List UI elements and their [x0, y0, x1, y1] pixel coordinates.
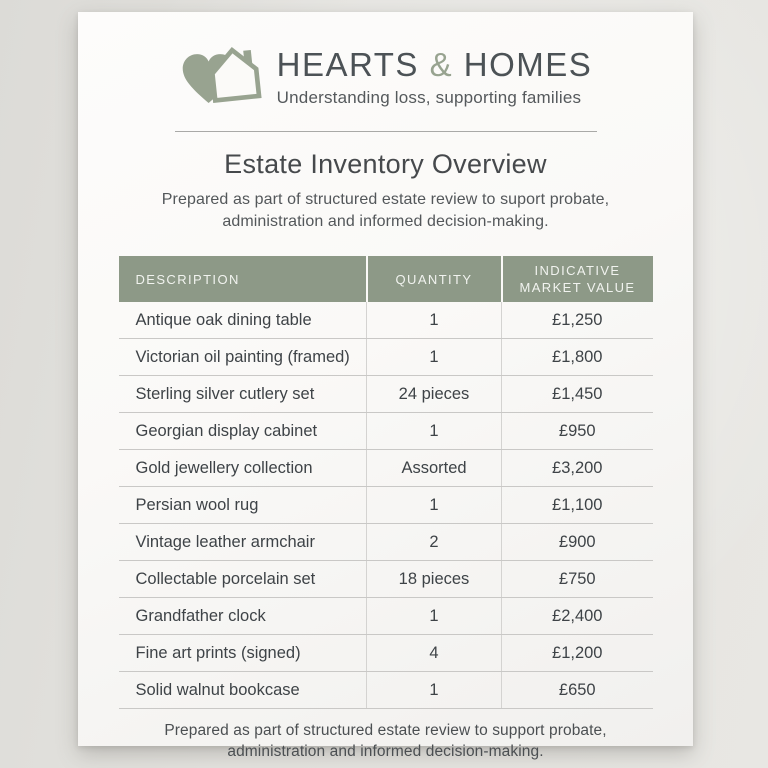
cell-description: Gold jewellery collection [119, 450, 367, 487]
cell-quantity: 24 pieces [367, 376, 502, 413]
header-quantity: QUANTITY [367, 256, 502, 302]
cell-market-value: £650 [502, 672, 653, 709]
brand-tagline: Understanding loss, supporting families [276, 87, 582, 107]
page-footer [78, 720, 693, 762]
brand-word-hearts: HEARTS [276, 46, 419, 84]
cell-market-value: £1,450 [502, 376, 653, 413]
printed-document [78, 12, 693, 760]
brand-text [277, 48, 593, 108]
table-row [119, 450, 653, 487]
table-row [119, 487, 653, 524]
cell-quantity: 1 [367, 598, 502, 635]
header-divider [175, 131, 597, 132]
cell-description: Collectable porcelain set [119, 561, 367, 598]
cell-description: Sterling silver cutlery set [119, 376, 367, 413]
header-market-value: INDICATIVE MARKET VALUE [502, 256, 653, 302]
page-footer-line1: Prepared as part of structured estate review to support probate, [164, 722, 607, 739]
cell-quantity: 2 [367, 524, 502, 561]
cell-description: Vintage leather armchair [119, 524, 367, 561]
table-row [119, 413, 653, 450]
inventory-table [119, 256, 653, 709]
page-footer-line2: administration and informed decision-making. [227, 743, 544, 760]
header-description: DESCRIPTION [119, 256, 367, 302]
inventory-table-body [119, 302, 653, 709]
cell-quantity: 1 [367, 302, 502, 339]
cell-description: Antique oak dining table [119, 302, 367, 339]
cell-quantity: 1 [367, 339, 502, 376]
page-title: Estate Inventory Overview [224, 149, 547, 179]
cell-market-value: £1,100 [502, 487, 653, 524]
cell-description: Grandfather clock [119, 598, 367, 635]
brand-logo [78, 38, 693, 118]
cell-description: Persian wool rug [119, 487, 367, 524]
page-subtitle-line2: administration and informed decision-making. [222, 213, 549, 230]
cell-quantity: 4 [367, 635, 502, 672]
table-row [119, 524, 653, 561]
brand-ampersand: & [429, 46, 454, 84]
cell-market-value: £750 [502, 561, 653, 598]
cell-market-value: £2,400 [502, 598, 653, 635]
brand-word-homes: HOMES [463, 46, 593, 84]
brand-name [277, 48, 593, 83]
cell-quantity: 1 [367, 672, 502, 709]
cell-market-value: £1,250 [502, 302, 653, 339]
cell-quantity: 1 [367, 413, 502, 450]
cell-description: Solid walnut bookcase [119, 672, 367, 709]
cell-market-value: £900 [502, 524, 653, 561]
cell-description: Victorian oil painting (framed) [119, 339, 367, 376]
header-row [119, 256, 653, 302]
table-row [119, 635, 653, 672]
cell-market-value: £950 [502, 413, 653, 450]
table-row [119, 302, 653, 339]
table-row [119, 598, 653, 635]
cell-market-value: £3,200 [502, 450, 653, 487]
table-row [119, 672, 653, 709]
cell-description: Georgian display cabinet [119, 413, 367, 450]
cell-market-value: £1,200 [502, 635, 653, 672]
page-subtitle [78, 189, 693, 233]
table-row [119, 561, 653, 598]
cell-quantity: Assorted [367, 450, 502, 487]
table-row [119, 339, 653, 376]
table-row [119, 376, 653, 413]
cell-description: Fine art prints (signed) [119, 635, 367, 672]
heart-house-icon [179, 38, 267, 118]
cell-quantity: 18 pieces [367, 561, 502, 598]
page-subtitle-line1: Prepared as part of structured estate review to suport probate, [161, 191, 610, 208]
cell-quantity: 1 [367, 487, 502, 524]
inventory-table-header [119, 256, 653, 302]
cell-market-value: £1,800 [502, 339, 653, 376]
